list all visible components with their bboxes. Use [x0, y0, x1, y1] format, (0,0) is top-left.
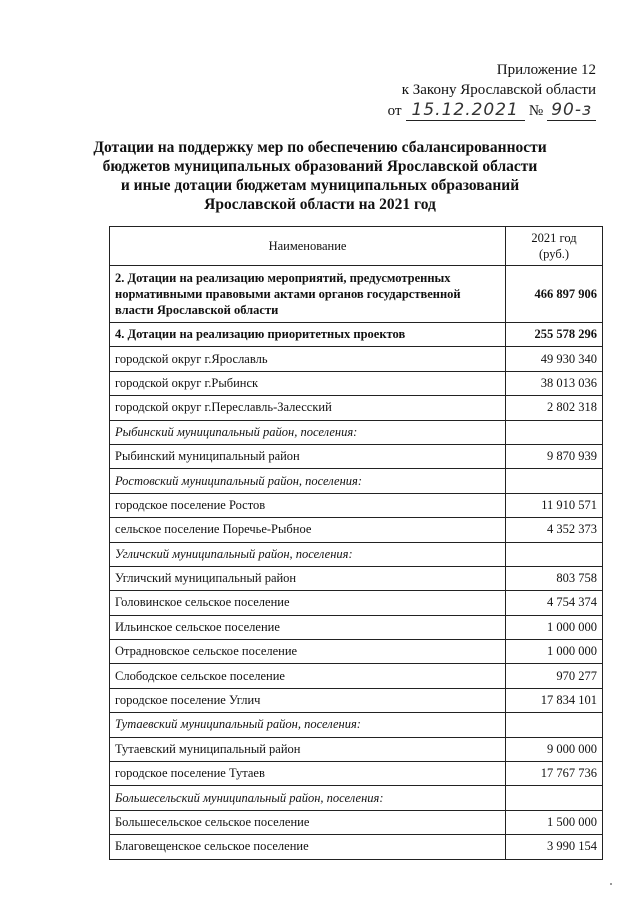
title-line-1: Дотации на поддержку мер по обеспечению сбалансированности	[93, 139, 547, 156]
table-row	[110, 762, 603, 786]
row-amount	[506, 469, 603, 493]
row-name: Отрадновское сельское поселение	[110, 640, 506, 664]
title-line-4: Ярославской области на 2021 год	[204, 196, 436, 213]
table-row	[110, 566, 603, 590]
table-row	[110, 518, 603, 542]
row-name: Благовещенское сельское поселение	[110, 835, 506, 859]
table-header-row	[110, 227, 603, 266]
column-header-amount	[506, 227, 603, 266]
table-group-row	[110, 786, 603, 810]
table-row	[110, 493, 603, 517]
title-line-3: и иные дотации бюджетам муниципальных образований	[120, 177, 520, 194]
row-name: Угличский муниципальный район	[110, 566, 506, 590]
row-amount: 9 870 939	[506, 444, 603, 468]
table-row	[110, 266, 603, 323]
table-row	[110, 347, 603, 371]
table-group-row	[110, 542, 603, 566]
law-reference: к Закону Ярославской области	[401, 82, 596, 98]
table-row	[110, 835, 603, 859]
row-name: Большесельское сельское поселение	[110, 810, 506, 834]
group-name: Рыбинский муниципальный район, поселения:	[110, 420, 506, 444]
row-name: Ильинское сельское поселение	[110, 615, 506, 639]
column-header-year: 2021 год	[531, 231, 577, 245]
scan-speck	[610, 883, 612, 885]
table-row	[110, 688, 603, 712]
table-row	[110, 323, 603, 347]
row-amount	[506, 542, 603, 566]
table-row	[110, 664, 603, 688]
column-header-unit: (руб.)	[539, 247, 569, 261]
table-row	[110, 444, 603, 468]
row-name: 2. Дотации на реализацию мероприятий, предусмотренных нормативными правовыми актами органов государственной власти Ярославской области	[110, 266, 506, 323]
from-label: от	[387, 103, 402, 119]
row-amount: 466 897 906	[506, 266, 603, 323]
row-amount: 9 000 000	[506, 737, 603, 761]
row-amount: 17 834 101	[506, 688, 603, 712]
row-amount: 49 930 340	[506, 347, 603, 371]
row-amount: 3 990 154	[506, 835, 603, 859]
table-row	[110, 810, 603, 834]
row-amount: 803 758	[506, 566, 603, 590]
row-amount: 2 802 318	[506, 396, 603, 420]
row-amount: 11 910 571	[506, 493, 603, 517]
table-row	[110, 396, 603, 420]
row-name: Слободское сельское поселение	[110, 664, 506, 688]
document-header	[388, 60, 596, 121]
group-name: Ростовский муниципальный район, поселения:	[110, 469, 506, 493]
number-label: №	[528, 103, 544, 119]
table-row	[110, 640, 603, 664]
row-name: Тутаевский муниципальный район	[110, 737, 506, 761]
table-row	[110, 371, 603, 395]
row-amount: 4 352 373	[506, 518, 603, 542]
row-name: городское поселение Тутаев	[110, 762, 506, 786]
handwritten-number: 90-з	[547, 100, 596, 121]
title-line-2: бюджетов муниципальных образований Ярославской области	[102, 158, 538, 175]
row-amount: 17 767 736	[506, 762, 603, 786]
row-amount: 1 500 000	[506, 810, 603, 834]
appendix-label: Приложение 12	[496, 62, 596, 78]
table-group-row	[110, 713, 603, 737]
row-amount: 1 000 000	[506, 640, 603, 664]
handwritten-date: 15.12.2021	[406, 100, 525, 121]
table-group-row	[110, 420, 603, 444]
row-name: городское поселение Углич	[110, 688, 506, 712]
row-name: сельское поселение Поречье-Рыбное	[110, 518, 506, 542]
row-name: Рыбинский муниципальный район	[110, 444, 506, 468]
row-amount: 970 277	[506, 664, 603, 688]
row-name: 4. Дотации на реализацию приоритетных проектов	[110, 323, 506, 347]
row-name: городской округ г.Переславль-Залесский	[110, 396, 506, 420]
table-row	[110, 615, 603, 639]
row-amount	[506, 786, 603, 810]
row-name: городское поселение Ростов	[110, 493, 506, 517]
column-header-name: Наименование	[110, 227, 506, 266]
law-date-number	[388, 100, 596, 121]
table-group-row	[110, 469, 603, 493]
subsidies-table	[109, 226, 603, 860]
row-amount	[506, 713, 603, 737]
table-row	[110, 591, 603, 615]
group-name: Большесельский муниципальный район, поселения:	[110, 786, 506, 810]
row-name: Головинское сельское поселение	[110, 591, 506, 615]
row-amount: 1 000 000	[506, 615, 603, 639]
group-name: Угличский муниципальный район, поселения:	[110, 542, 506, 566]
document-title	[90, 138, 550, 214]
group-name: Тутаевский муниципальный район, поселения:	[110, 713, 506, 737]
row-amount: 4 754 374	[506, 591, 603, 615]
row-amount: 255 578 296	[506, 323, 603, 347]
table-row	[110, 737, 603, 761]
row-amount	[506, 420, 603, 444]
row-name: городской округ г.Ярославль	[110, 347, 506, 371]
row-amount: 38 013 036	[506, 371, 603, 395]
row-name: городской округ г.Рыбинск	[110, 371, 506, 395]
